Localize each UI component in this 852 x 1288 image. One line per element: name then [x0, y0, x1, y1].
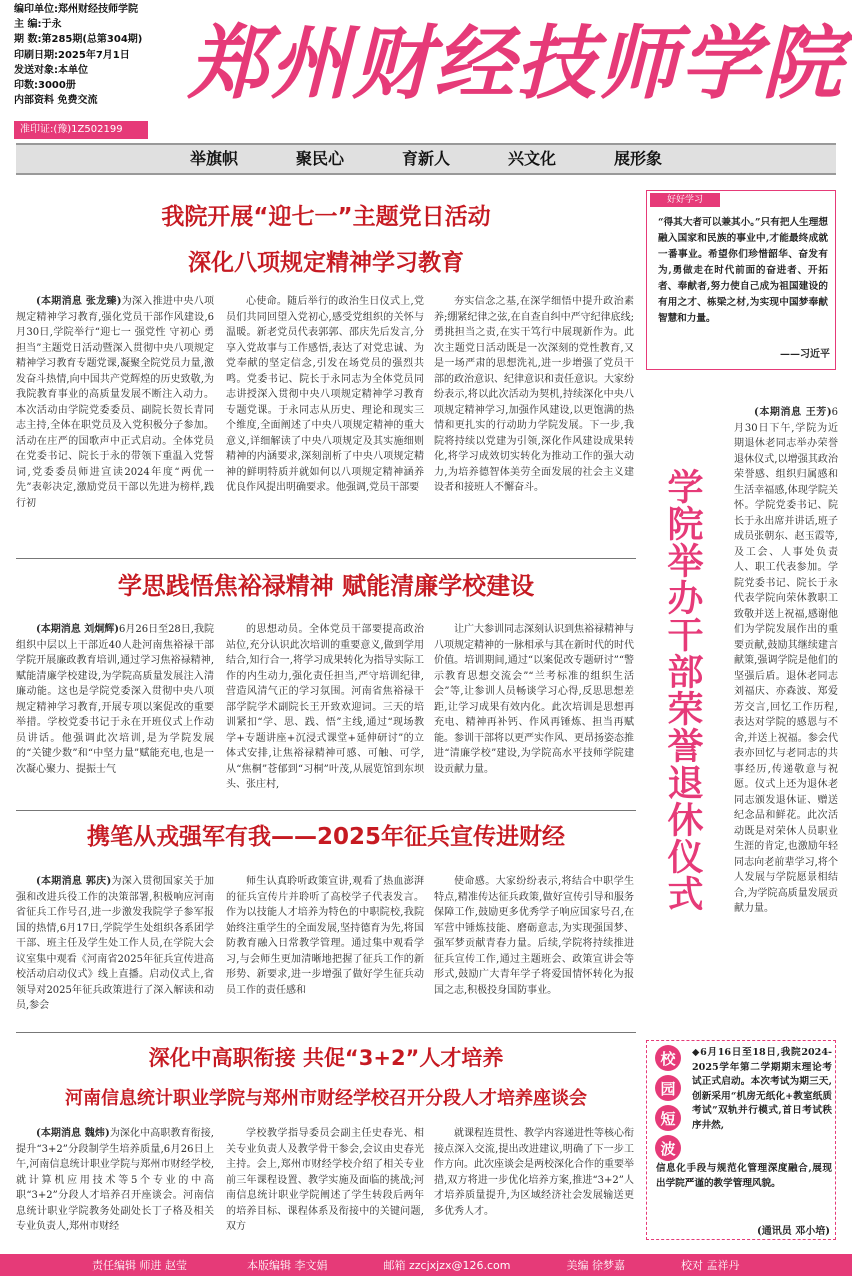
article1-col2 [226, 294, 424, 552]
article1-byline: (本期消息 张龙臻) [36, 296, 122, 307]
retirement-text: 6月30日下午,学院为近期退休老同志举办荣誉退休仪式,以增强其政治荣誉感、组织归属感和生活幸福感,体现学院关怀。学院党委书记、院长于永出席并讲话,班子成员张朝东、赵玉霞等,及工会、人事处负责人、职工代表参加。学院党委书记、院长于永代表学院向荣休教职工致敬并送上祝福,感谢他们为学院发展作出的重要贡献,鼓励其继续建言献策,强调学院是他们的坚强后盾。退休老同志刘福庆、亦森波、郑爱芳交言,回忆工作历程,表达对学院的感恩与不舍,并送上祝福。参会代表亦回忆与老同志的共事经历,传递敬意与祝愿。仪式上还为退休老同志颁发退休证、赠送纪念品和鲜花。此次活动既是对荣休人员职业生涯的肯定,也激励年轻同志向老前辈学习,将个人发展与学院愿景相结合,为学院高质量发展贡献力量。 [734, 407, 838, 914]
campus-news-text: ◆6月16日至18日,我院2024-2025学年第二学期期末理论考试正式启动。本次考试为期三天,创新采用“机房无纸化+教室纸质考试”双轨并行模式,首日考试秩序井然, [692, 1047, 832, 1131]
slogan-item: 聚民心 [295, 149, 344, 168]
slogan-item: 举旗帜 [189, 149, 238, 168]
article2-text: 6月26日至28日,我院组织中层以上干部近40人赴河南焦裕禄干部学院开展廉政教育培训,通过学习焦裕禄精神,赋能清廉学校建设,为学院高质量发展注入清廉动能。这也是学院党委深入贯彻中央八项规定精神学习教育,开展专项以案促改的重要举措。学校党委书记于永在开班仪式上作动员讲话。他强调此次培训,是为学院发展的“关键少数”和“中坚力量”赋能充电,也是一次凝心聚力、提振士气 [16, 624, 214, 775]
article3-byline: (本期消息 郭庆) [36, 876, 112, 887]
footer-page-editor: 本版编辑 李文娟 [247, 1259, 328, 1272]
article4-col2 [226, 1126, 424, 1248]
footer-email: 邮箱 zzcjxjzx@126.com [383, 1259, 511, 1272]
retirement-title: 学院举办干部荣誉退休仪式 [662, 468, 703, 912]
divider [16, 810, 636, 811]
article3-title: 携笔从戎强军有我——2025年征兵宣传进财经 [86, 824, 565, 850]
article4-col1 [16, 1126, 214, 1248]
article2-text: 的思想动员。全体党员干部要提高政治站位,充分认识此次培训的重要意义,做到学用结合,知行合一,将学习成果转化为指导实际工作的内生动力,强化责任担当,严守培训纪律,营造风清气正的学习氛围。河南省焦裕禄干部学院学术副院长王开致欢迎词。三天的培训紧扣“学、思、践、悟”主线,通过“现场教学+专题讲座+沉浸式课堂+延伸研讨”的立体式安排,让焦裕禄精神可感、可触、可学,从“焦桐”苍郁到“习桐”叶茂,从展览馆到东坝头、张庄村, [226, 624, 424, 790]
info-line: 发送对象:本单位 [14, 64, 88, 76]
slogan-bar [16, 143, 836, 175]
article4-byline: (本期消息 魏炜) [36, 1128, 110, 1139]
article2-col3 [434, 622, 634, 800]
article1-text: 心使命。随后举行的政治生日仪式上,党员们共同回望入党初心,感受党组织的关怀与温暖。新老党员代表郭郭、邵庆先后发言,分享入党故事与工作感悟,表达了对党忠诚、为党奉献的坚定信念,引发在场党员的强烈共鸣。党委书记、院长于永同志为全体党员同志讲授深入贯彻中央八项规定精神学习教育专题党课。于永同志从历史、理论和现实三个维度,全面阐述了中央八项规定精神的重大意义,详细解读了中央八项规定及其实施细则精神的内涵要求,深刻剖析了中央八项规定精神的鲜明特质并就如何以八项规定精神涵养优良作风提出明确要求。他强调,党员干部要 [226, 296, 424, 493]
campus-news-source: (通讯员 邓小培) [757, 1226, 830, 1237]
info-line: 内部资料 免费交流 [14, 95, 98, 107]
slogan-item: 育新人 [401, 149, 450, 168]
masthead-info [14, 2, 174, 108]
article4-text: 学校教学指导委员会副主任史春光、相关专业负责人及教学骨干参会,会议由史春光主持。会上,郑州市财经学校介绍了相关专业前三年课程设置、教学实施及面临的挑战;河南信息统计职业学院阐述了学生转段后两年的培养目标、课程体系及衔接中的关键问题,双方 [226, 1128, 424, 1232]
article1-col1 [16, 294, 214, 552]
campus-news-tag [655, 1045, 683, 1161]
info-line: 期 数:第285期(总第304期) [14, 34, 143, 46]
quote-source: ——习近平 [780, 349, 830, 360]
article2-title: 学思践悟焦裕禄精神 赋能清廉学校建设 [117, 572, 535, 600]
article1-title: 我院开展“迎七一”主题党日活动 [161, 204, 491, 230]
article2-col2 [226, 622, 424, 800]
article1-subtitle: 深化八项规定精神学习教育 [188, 250, 464, 276]
slogan-item: 兴文化 [508, 149, 557, 168]
news-tag-char: 校 [655, 1045, 681, 1071]
slogan-item: 展形象 [614, 149, 663, 168]
quote-tag: 好好学习 [650, 193, 720, 207]
divider [16, 558, 636, 559]
news-tag-char: 短 [655, 1105, 681, 1131]
retirement-byline: (本期消息 王芳) [754, 407, 832, 418]
article4-text: 为深化中高职教育衔接,提升“3+2”分段制学生培养质量,6月26日上午,河南信息统计职业学院与郑州市财经学校,就计算机应用技术等5个专业的中高职“3+2”分段人才培养召开座谈会。河南信息统计职业学院教务处副处长丁子格及相关专业负责人,郑州市财经 [16, 1128, 214, 1232]
article1-text: 夯实信念之基,在深学细悟中提升政治素养;绷紧纪律之弦,在自查自纠中严守纪律底线;勇挑担当之责,在实干笃行中展现新作为。此次主题党日活动既是一次深刻的党性教育,又是一场严肃的思想洗礼,进一步增强了党员干部的政治意识、纪律意识和责任意识。大家纷纷表示,将以此次活动为契机,持续深化中央八项规定精神学习,加强作风建设,以更饱满的热情和更扎实的行动助力学院发展。下一步,我院将持续以党建为引领,深化作风建设成果转化,将学习成效切实转化为推动工作的强大动力,为培养德智体美劳全面发展的社会主义建设者和接班人不懈奋斗。 [434, 296, 634, 493]
news-tag-char: 园 [655, 1075, 681, 1101]
footer-bar [0, 1254, 852, 1276]
footer-proofreader: 校对 孟祥丹 [680, 1259, 740, 1272]
article3-col2 [226, 874, 424, 1024]
article1-col3 [434, 294, 634, 552]
info-line: 印刷日期:2025年7月1日 [14, 49, 130, 61]
article3-col3 [434, 874, 634, 1024]
article1-text: 为深入推进中央八项规定精神学习教育,强化党员干部作风建设,6月30日,学院举行“迎七一 强党性 守初心 勇担当”主题党日活动暨深入贯彻中央八项规定精神学习教育专题党课,凝聚全院党员力量,激发奋斗热情,向中国共产党辉煌的历史致敬,为我院教育事业的高质量发展不断注入动力。本次活动由学院党委委员、副院长贺长青同志主持,全体在职党员及入党积极分子参加。活动在庄严的国歌声中正式启动。全体党员在党委书记、院长于永的带领下重温入党誓词,党委委员师进宣读2024年度“两优一先”表彰决定,激励党员干部以先进为榜样,践行初 [16, 296, 214, 509]
article3-text: 师生认真聆听政策宣讲,观看了热血澎湃的征兵宣传片并聆听了高校学子代表发言。作为以技能人才培养为特色的中职院校,我院始终注重学生的全面发展,坚持德育为先,将国防教育融入日常教学管理。通过集中观看学习,与会师生更加清晰地把握了征兵工作的新形势、新要求,进一步增强了做好学生征兵动员工作的责任感和 [226, 876, 424, 996]
article3-col1 [16, 874, 214, 1024]
article4-text: 就课程连贯性、教学内容递进性等核心衔接点深入交流,提出改进建议,明确了下一步工作方向。此次座谈会是两校深化合作的重要举措,双方将进一步优化培养方案,推进“3+2”人才培养质量提升,为区域经济社会发展输送更多优秀人才。 [434, 1128, 634, 1217]
article4-title: 深化中高职衔接 共促“3+2”人才培养 [148, 1046, 504, 1070]
article2-col1 [16, 622, 214, 800]
footer-designer: 美编 徐梦嘉 [566, 1259, 625, 1272]
footer-editor: 责任编辑 师进 赵莹 [92, 1259, 187, 1272]
article4-subtitle: 河南信息统计职业学院与郑州市财经学校召开分段人才培养座谈会 [65, 1088, 587, 1109]
divider [16, 1032, 636, 1033]
retirement-article [734, 405, 838, 917]
article4-col3 [434, 1126, 634, 1248]
news-tag-char: 波 [655, 1135, 681, 1161]
newspaper-title: 郑州财经技师学院 [188, 15, 844, 110]
article2-text: 让广大参训同志深刻认识到焦裕禄精神与八项规定精神的一脉相承与其在新时代的时代价值。培训期间,通过“以案促改专题研讨”“警示教育思想交流会”“兰考标准的组织生活会”等,让参训人员畅谈学习心得,反思思想差距,让学习成果有效内化。此次培训是思想再充电、精神再补钙、作风再锤炼、担当再赋能。参训干部将以更严实作风、更昂扬姿态推进“清廉学校”建设,为学院高水平技师学院建设贡献力量。 [434, 624, 634, 775]
article3-text: 为深入贯彻国家关于加强和改进兵役工作的决策部署,积极响应河南省征兵工作号召,进一步激发我院学子参军报国的热情,6月17日,学院学生处组织各系团学干部、班主任及学生处工作人员,在学院大会议室集中观看《河南省2025年征兵宣传进高校活动启动仪式》线上直播。启动仪式上,省领导对2025年征兵政策进行了深入解读和动员,参会 [16, 876, 214, 1011]
quote-text: “得其大者可以兼其小。”只有把人生理想融入国家和民族的事业中,才能最终成就一番事业。希望你们珍惜韶华、奋发有为,勇做走在时代前面的奋进者、开拓者、奉献者,努力使自己成为祖国建设的有用之才、栋梁之材,为实现中国梦奉献智慧和力量。 [658, 217, 828, 324]
article3-text: 使命感。大家纷纷表示,将结合中职学生特点,精准传达征兵政策,做好宣传引导和服务保障工作,鼓励更多优秀学子响应国家号召,在军营中锤炼技能、磨砺意志,为实现强国梦、强军梦贡献青春力量。后续,学院将持续推进征兵宣传工作,通过主题班会、政策宣讲会等形式,鼓励广大青年学子将爱国情怀转化为报国之志,积极投身国防事业。 [434, 876, 634, 996]
permit-badge: 准印证:(豫)1Z502199 [14, 121, 148, 139]
info-line: 印数:3000册 [14, 80, 76, 92]
campus-news-text-cont: 信息化手段与规范化管理深度融合,展现出学院严谨的教学管理风貌。 [656, 1163, 832, 1189]
info-line: 主 编:于永 [14, 19, 62, 31]
article2-byline: (本期消息 刘炯辉) [36, 624, 119, 635]
info-line: 编印单位:郑州财经技师学院 [14, 4, 138, 15]
